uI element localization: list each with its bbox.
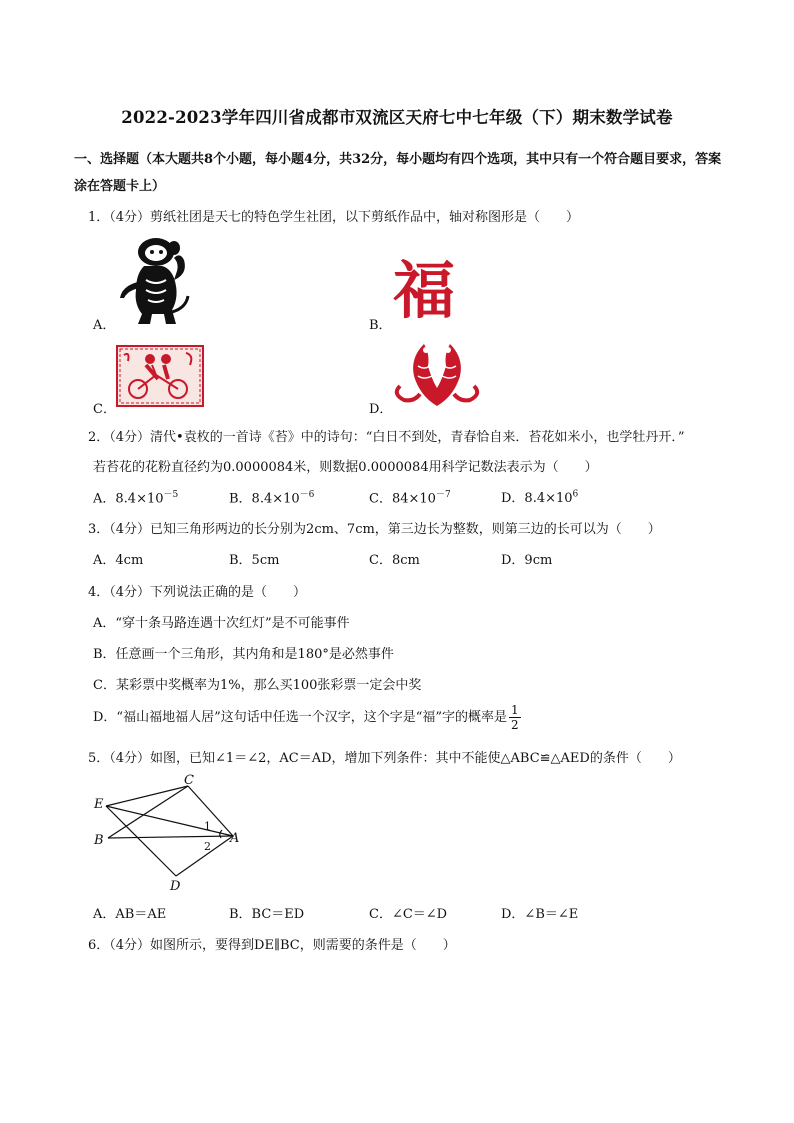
point-label-a: A [230,831,240,846]
angle-arc [220,830,222,838]
point-label-e: E [94,797,104,812]
segment-ec [106,786,188,806]
q1-option-d-fish-image[interactable] [390,336,484,412]
q2-stem-line2: 若苔花的花粉直径约为0.0000084米，则数据0.0000084用科学记数法表示为（ ） [93,460,598,475]
q4-option-d[interactable]: D．“福山福地福人居”这句话中任选一个汉字，这个字是“福”字的概率是 $\frac{1}{2}$ [93,703,519,732]
q5-option-a[interactable]: A．AB＝AE [93,907,167,922]
fraction-one-half: $\frac{1}{2}$ [511,703,519,732]
q1-option-c-cyclists-image[interactable] [116,345,204,411]
q2-option-c[interactable]: C．$84\times 10^{-7}$ [369,490,451,507]
segment-bc [108,786,188,838]
q4-stem: 4．（4分）下列说法正确的是（ ） [88,585,307,600]
section-heading: 一、选择题（本大题共8个小题，每小题4分，共32分，每小题均有四个选项，其中只有一个符合题目要求，答案涂在答题卡上） [74,152,722,194]
q3-stem: 3．（4分）已知三角形两边的长分别为2cm、7cm，第三边长为整数，则第三边的长可以为（ ） [88,522,661,537]
q6-stem: 6．（4分）如图所示，要得到DE∥BC，则需要的条件是（ ） [88,938,456,953]
segment-ea [106,806,233,836]
q3-option-b[interactable]: B．5cm [229,553,280,568]
point-label-c: C [184,773,194,788]
page-title: 2022-2023学年四川省成都市双流区天府七中七年级（下）期末数学试卷 [121,108,673,127]
q5-triangle-figure [88,772,258,898]
q1-option-a-monkey-image[interactable] [114,234,194,330]
q2-option-b[interactable]: B．$8.4\times 10^{-6}$ [229,490,315,507]
fu-character: 福 [392,254,456,324]
q5-option-d[interactable]: D．∠B＝∠E [501,907,579,922]
q5-option-b[interactable]: B．BC＝ED [229,907,305,922]
segment-ba [108,836,233,838]
q2-option-d[interactable]: D．$8.4\times 10^6$ [501,489,579,506]
q1-option-b-label: B． [369,318,392,333]
angle-label-1: 1 [204,820,211,833]
q2-stem-line1: 2．（4分）清代•袁枚的一首诗《苔》中的诗句：“白日不到处，青春恰自来．苔花如米小，也学牡丹开．” [88,430,685,445]
q4-option-c[interactable]: C．某彩票中奖概率为1%，那么买100张彩票一定会中奖 [93,678,422,693]
q3-option-d[interactable]: D．9cm [501,553,553,568]
q3-option-a[interactable]: A．4cm [93,553,144,568]
q1-option-b-fu-image[interactable] [388,252,460,328]
q5-option-c[interactable]: C．∠C＝∠D [369,907,448,922]
q1-stem: 1．（4分）剪纸社团是天七的特色学生社团，以下剪纸作品中，轴对称图形是（ ） [88,210,580,225]
q2-option-a[interactable]: A．$8.4\times 10^{-5}$ [93,490,179,507]
q3-option-c[interactable]: C．8cm [369,553,420,568]
angle-label-2: 2 [204,840,211,853]
point-label-b: B [94,833,104,848]
q1-option-c-label: C． [93,402,116,417]
point-label-d: D [170,879,181,894]
q1-option-a-label: A． [93,318,116,333]
q1-option-d-label: D． [369,402,393,417]
q4-option-a[interactable]: A．“穿十条马路连遇十次红灯”是不可能事件 [93,616,350,631]
q5-stem: 5．（4分）如图，已知∠1＝∠2，AC＝AD，增加下列条件：其中不能使△ABC≌△AED的条件（ ） [88,751,681,766]
q4-option-b[interactable]: B．任意画一个三角形，其内角和是180°是必然事件 [93,647,394,662]
